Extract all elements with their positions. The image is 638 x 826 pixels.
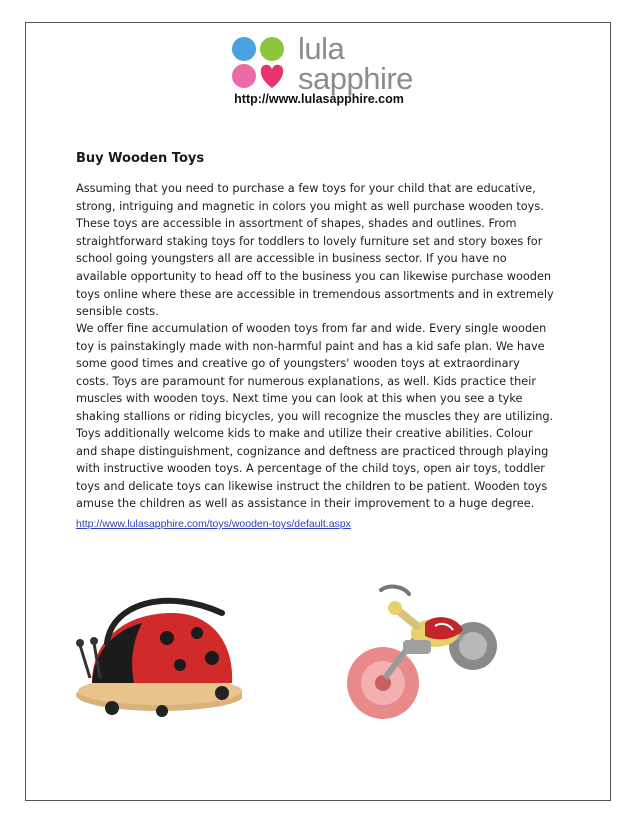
site-url[interactable]: http://www.lulasapphire.com bbox=[234, 92, 404, 106]
text-line: toy is painstakingly made with non-harmful paint and has a kid safe plan. We have bbox=[76, 339, 545, 353]
text-line: muscles with wooden toys. Next time you can look at this when you see a tyke bbox=[76, 392, 523, 406]
text-line: costs. Toys are paramount for numerous explanations, as well. Kids practice their bbox=[76, 374, 536, 388]
text-line: We offer fine accumulation of wooden toys from far and wide. Every single wooden bbox=[76, 322, 547, 335]
logo-line-2: sapphire bbox=[298, 61, 413, 96]
lula-sapphire-logo bbox=[230, 31, 420, 96]
wooden-motorcycle-toy-image bbox=[345, 578, 505, 728]
ladybug-ride-on-toy-image bbox=[72, 583, 242, 723]
logo-wordmark bbox=[298, 31, 413, 96]
text-line: sensible costs. bbox=[76, 305, 159, 319]
paragraph-1 bbox=[76, 180, 566, 321]
text-line: and shape distinguishment, cognizance and deftness are practiced through playing bbox=[76, 444, 549, 458]
text-line: straightforward staking toys for toddlers to lovely furniture set and story boxes for bbox=[76, 234, 543, 248]
logo-line-1: lula bbox=[298, 31, 345, 66]
text-line: toys and delicate toys can likewise instruct the children to be patient. Wooden toys bbox=[76, 479, 548, 493]
text-line: shaking stallions or riding bicycles, you will recognize the muscles they are utilizing. bbox=[76, 409, 554, 423]
text-line: available opportunity to head off to the business you can likewise purchase wooden bbox=[76, 269, 552, 283]
text-line: amuse the children as well as assistance in their improvement to a huge degree. bbox=[76, 497, 535, 511]
text-line: Toys additionally welcome kids to make and utilize their creative abilities. Colour bbox=[76, 427, 533, 440]
paragraph-2 bbox=[76, 320, 566, 426]
text-line: with instructive wooden toys. A percentage of the child toys, open air toys, toddler bbox=[76, 462, 545, 476]
text-line: some good times and creative go of youngsters' wooden toys at extraordinary bbox=[76, 357, 520, 371]
paragraph-3 bbox=[76, 425, 566, 513]
wooden-toys-link[interactable]: http://www.lulasapphire.com/toys/wooden-toys/default.aspx bbox=[76, 518, 351, 530]
text-line: toys online where these are accessible in tremendous assortments and in extremely bbox=[76, 287, 554, 301]
text-line: Assuming that you need to purchase a few toys for your child that are educative, bbox=[76, 182, 536, 195]
text-line: strong, intriguing and magnetic in colors you might as well purchase wooden toys. bbox=[76, 199, 544, 213]
logo-dots-icon bbox=[230, 36, 300, 92]
text-line: These toys are accessible in assortment of shapes, shades and outlines. From bbox=[76, 217, 517, 231]
text-line: school going youngsters all are accessible in business sector. If you have no bbox=[76, 252, 507, 266]
page-title: Buy Wooden Toys bbox=[76, 151, 205, 166]
